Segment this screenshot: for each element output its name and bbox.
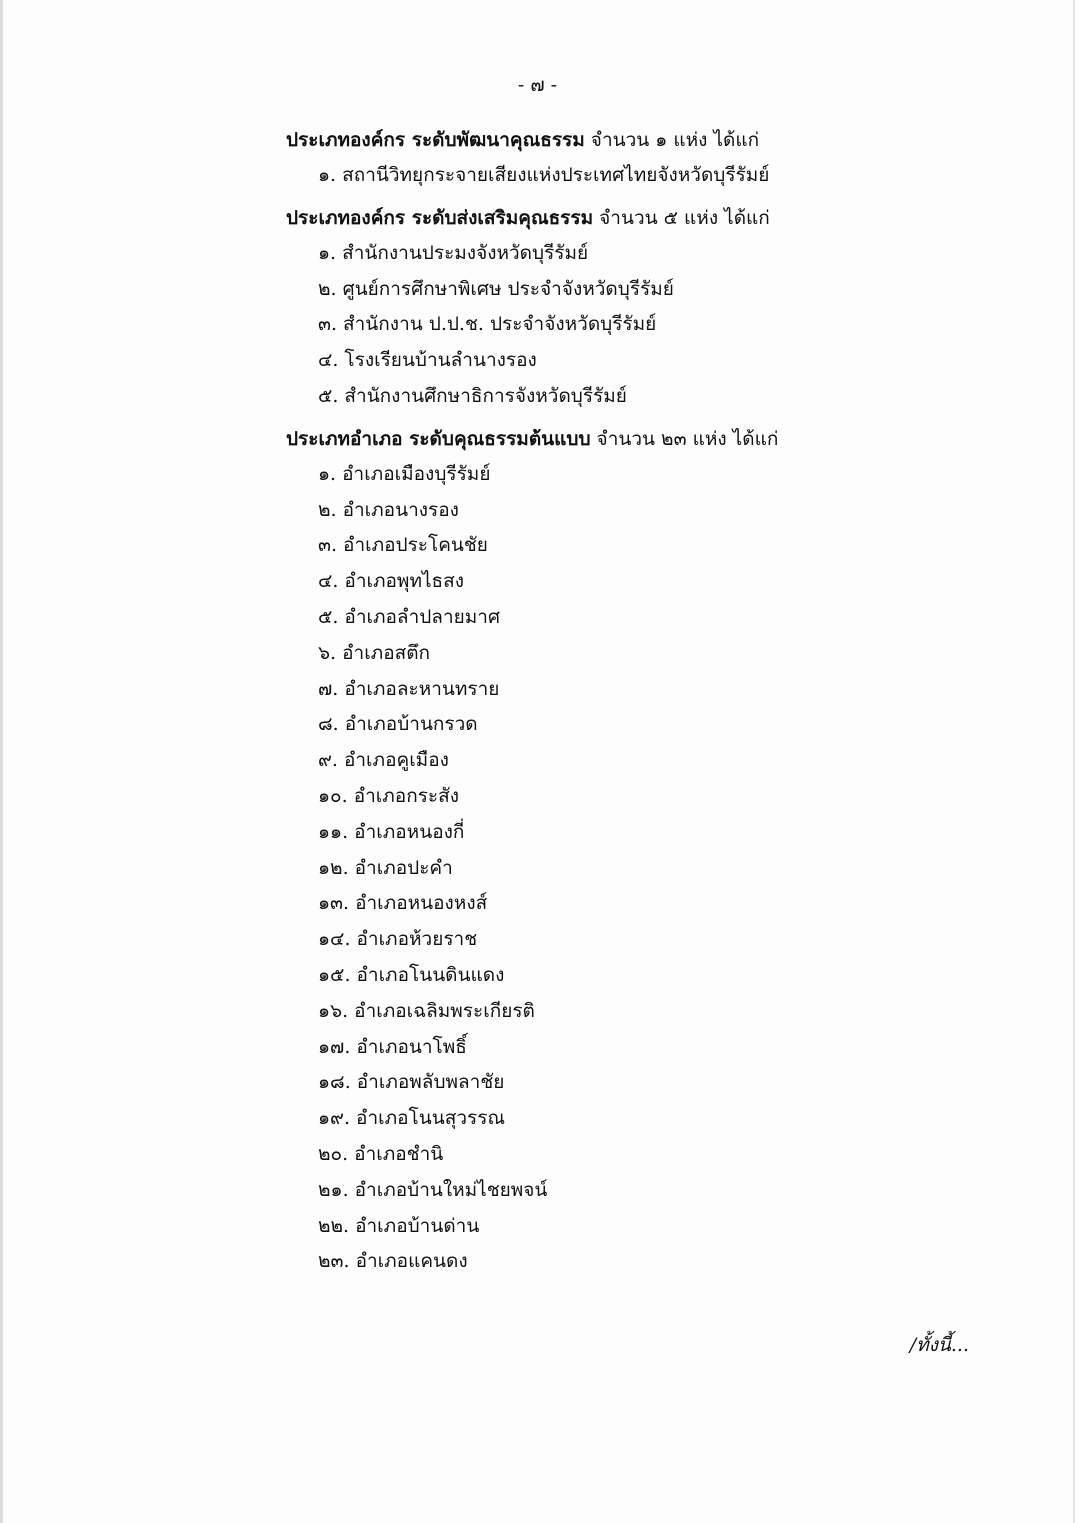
list-item [318, 851, 1046, 887]
list-item [318, 564, 1046, 600]
list-item-number: ๑๒. [318, 856, 349, 879]
list-item [318, 379, 1046, 415]
list-item-text: อำเภอปะคำ [354, 856, 453, 879]
list-item-text: อำเภอบ้านใหม่ไชยพจน์ [354, 1178, 548, 1201]
list-item [318, 1137, 1046, 1173]
list-item-number: ๙. [318, 749, 338, 772]
list-item-number: ๑๐. [318, 784, 348, 807]
section-heading-category: ประเภทอำเภอ ระดับคุณธรรมต้นแบบ [286, 427, 591, 450]
list-item-number: ๑๔. [318, 928, 351, 951]
list-item-number: ๕. [318, 605, 339, 628]
list-item-text: อำเภอบ้านกรวด [344, 713, 478, 736]
list-item-text: อำเภอชำนิ [354, 1142, 444, 1165]
list-item-text: โรงเรียนบ้านลำนางรอง [344, 349, 537, 372]
list-item [318, 272, 1046, 308]
list-item-number: ๔. [318, 570, 339, 593]
list-item-text: อำเภอพุทไธสง [344, 570, 465, 593]
list-item-number: ๒๓. [318, 1250, 350, 1273]
list-item [318, 922, 1046, 958]
list-item-text: อำเภอโนนดินแดง [356, 963, 505, 986]
list-item-number: ๑๙. [318, 1107, 351, 1130]
list-item-text: สำนักงานศึกษาธิการจังหวัดบุรีรัมย์ [344, 384, 627, 407]
section-heading [286, 122, 1046, 158]
list-item [318, 779, 1046, 815]
list-item-number: ๔. [318, 349, 339, 372]
list-item [318, 994, 1046, 1030]
list-item-text: อำเภอบ้านด่าน [355, 1214, 480, 1237]
list-item [318, 236, 1046, 272]
list-item-text: อำเภอลำปลายมาศ [344, 605, 501, 628]
list-item [318, 815, 1046, 851]
list-item-text: อำเภอละหานทราย [344, 677, 500, 700]
list-item [318, 600, 1046, 636]
list-item-text: อำเภอนางรอง [342, 498, 459, 521]
list-item [318, 886, 1046, 922]
list-item [318, 743, 1046, 779]
list-item [318, 1244, 1046, 1280]
document-body [286, 122, 1046, 1286]
list-item-text: อำเภอหนองหงส์ [355, 892, 488, 915]
list-item [318, 457, 1046, 493]
list-item-number: ๕. [318, 384, 339, 407]
list-item-text: อำเภอนาโพธิ์ [356, 1035, 467, 1058]
list-item-number: ๒. [318, 277, 337, 300]
scan-edge-left [0, 0, 3, 1523]
list-item [318, 636, 1046, 672]
section-heading-category: ประเภทองค์กร ระดับส่งเสริมคุณธรรม [286, 206, 594, 229]
list-item [318, 1065, 1046, 1101]
award-section [286, 122, 1046, 194]
list-item-text: อำเภอหนองกี่ [354, 820, 465, 843]
list-item-number: ๓. [318, 534, 338, 557]
list-item [318, 528, 1046, 564]
list-item-text: อำเภอเฉลิมพระเกียรติ [354, 999, 535, 1022]
list-item-text: อำเภอห้วยราช [356, 928, 478, 951]
list-item-text: อำเภอกระสัง [353, 784, 460, 807]
award-section [286, 200, 1046, 415]
list-item-text: อำเภอเมืองบุรีรัมย์ [342, 462, 491, 485]
list-item-text: อำเภอโนนสุวรรณ [356, 1107, 506, 1130]
list-item [318, 958, 1046, 994]
section-heading-count: จำนวน ๕ แห่ง ได้แก่ [593, 206, 770, 229]
list-item-number: ๒๒. [318, 1214, 350, 1237]
list-item-number: ๑๗. [318, 1035, 351, 1058]
list-item-number: ๑๕. [318, 963, 351, 986]
list-item-number: ๖. [318, 641, 337, 664]
list-item-number: ๑๖. [318, 999, 349, 1022]
section-heading [286, 200, 1046, 236]
list-item-text: อำเภอพลับพลาชัย [356, 1071, 505, 1094]
section-heading-count: จำนวน ๑ แห่ง ได้แก่ [584, 129, 760, 151]
list-item-number: ๘. [318, 713, 339, 736]
list-item-text: อำเภอคูเมือง [343, 749, 449, 772]
list-item [318, 158, 1046, 194]
list-item [318, 672, 1046, 708]
list-item-number: ๒๑. [318, 1178, 349, 1201]
list-item-number: ๑๓. [318, 892, 350, 915]
list-item-number: ๑. [318, 164, 337, 186]
section-heading-count: จำนวน ๒๓ แห่ง ได้แก่ [590, 427, 779, 450]
list-item-text: ศูนย์การศึกษาพิเศษ ประจำจังหวัดบุรีรัมย์ [342, 277, 674, 300]
list-item-number: ๑. [318, 462, 337, 485]
list-item-number: ๑๑. [318, 820, 349, 843]
list-item-text: สถานีวิทยุกระจายเสียงแห่งประเทศไทยจังหวัดบุรีรัมย์ [342, 164, 770, 186]
list-item [318, 1173, 1046, 1209]
section-heading [286, 421, 1046, 457]
list-item-number: ๗. [318, 677, 339, 700]
list-item-text: อำเภอสตึก [342, 641, 431, 664]
list-item-number: ๒๐. [318, 1142, 349, 1165]
award-section [286, 421, 1046, 1280]
list-item [318, 343, 1046, 379]
list-item-number: ๒. [318, 498, 337, 521]
list-item [318, 1209, 1046, 1245]
list-item [318, 307, 1046, 343]
list-item-text: อำเภอประโคนชัย [343, 534, 488, 557]
continuation-marker: /ทั้งนี้... [909, 1334, 969, 1356]
list-item [318, 707, 1046, 743]
page-number: - ๗ - [517, 74, 558, 96]
list-item-text: อำเภอแคนดง [355, 1250, 468, 1273]
list-item-number: ๑. [318, 241, 337, 264]
list-item-number: ๓. [318, 313, 338, 336]
list-item [318, 493, 1046, 529]
list-item [318, 1030, 1046, 1066]
list-item-text: สำนักงานประมงจังหวัดบุรีรัมย์ [342, 241, 589, 264]
list-item-text: สำนักงาน ป.ป.ช. ประจำจังหวัดบุรีรัมย์ [343, 313, 657, 336]
list-item [318, 1101, 1046, 1137]
section-heading-category: ประเภทองค์กร ระดับพัฒนาคุณธรรม [286, 129, 585, 151]
list-item-number: ๑๘. [318, 1071, 351, 1094]
